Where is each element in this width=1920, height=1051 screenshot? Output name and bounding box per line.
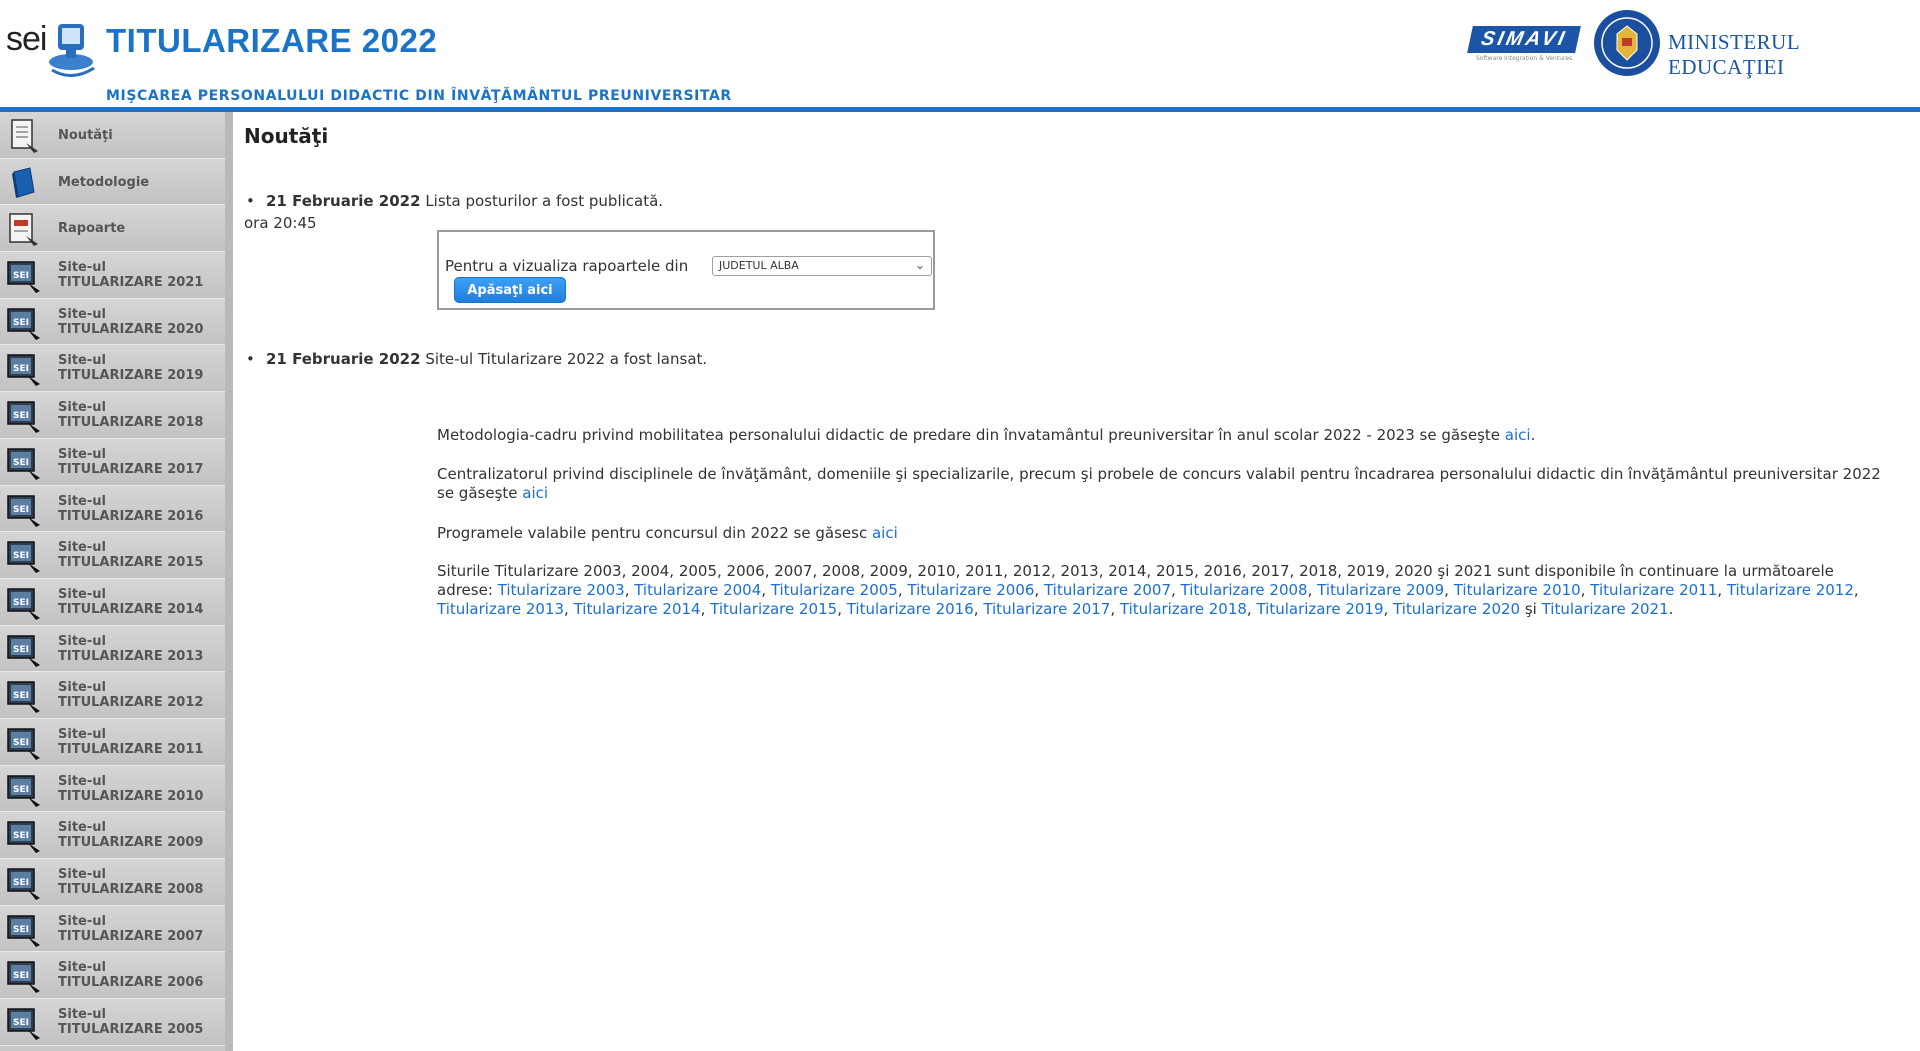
sidebar-item-label-line2: TITULARIZARE 2005 [58,1022,204,1038]
archive-sites-paragraph [437,562,1887,619]
view-reports-button[interactable]: Apăsaţi aici [454,277,566,303]
sidebar-item-label-line1: Site-ul [58,726,106,742]
link-separator: , [1580,581,1591,599]
sidebar-item-label [58,727,203,757]
sidebar-item[interactable] [0,392,225,439]
news-text: Lista posturilor a fost publicată. [425,192,664,210]
news-icon [4,117,44,155]
archive-site-link[interactable]: Titularizare 2014 [573,600,701,618]
sidebar-item-label-line2: TITULARIZARE 2014 [58,601,204,617]
site-header [0,0,1920,110]
sidebar-item-label [58,634,203,664]
sidebar-item[interactable] [0,439,225,486]
site-icon [4,957,44,995]
computer-logo-icon [44,18,102,84]
svg-text:SEI: SEI [13,317,29,328]
paragraph-end: . [1530,426,1536,444]
ministry-name: MINISTERUL EDUCAŢIEI [1668,30,1800,79]
site-icon [4,491,44,529]
link-separator: , [564,600,574,618]
sidebar-item[interactable] [0,345,225,392]
methodology-paragraph [437,426,1887,445]
news-text: Site-ul Titularizare 2022 a fost lansat. [425,350,708,368]
report-selector-label: Pentru a vizualiza rapoartele din [445,257,689,275]
site-icon [4,444,44,482]
sidebar-item-label-line2: TITULARIZARE 2007 [58,928,204,944]
sidebar-nav [0,112,233,1051]
sidebar-item-label-line2: TITULARIZARE 2013 [58,648,204,664]
archive-site-link[interactable]: Titularizare 2011 [1590,581,1718,599]
site-icon [4,584,44,622]
sidebar-item-label [58,587,203,617]
svg-text:SEI: SEI [13,1018,29,1029]
sidebar-item-label-line2: TITULARIZARE 2017 [58,461,204,477]
site-icon [4,817,44,855]
svg-text:SEI: SEI [13,831,29,842]
paragraph-end: . [1668,600,1674,618]
link-separator: , [973,600,984,618]
archive-site-link[interactable]: Titularizare 2008 [1180,581,1308,599]
sidebar-item-label-line1: Site-ul [58,773,106,789]
sei-logo-text: sei [6,20,47,58]
site-icon [4,911,44,949]
link-separator: , [700,600,711,618]
svg-text:SEI: SEI [13,364,29,375]
paragraph-text: Centralizatorul privind disciplinele de învăţământ, domeniile şi specializarile, precum şi probele de concurs valabil pentru încadrarea personalului didactic din învăţământul preuniversitar 2022 se găseşte [437,465,1881,502]
link-separator: , [1307,581,1318,599]
ministry-crest-icon [1594,10,1660,76]
sidebar-item-label-line2: TITULARIZARE 2018 [58,415,204,431]
site-icon [4,397,44,435]
paragraph-text: Siturile Titularizare 2003, 2004, 2005, 2006, 2007, 2008, 2009, 2010, 2011, 2012, 2013, 2014, 2015, 2016, 2017, 2018, 2019, 2020 şi 2021 sunt disponibile în continuare la următoarele adrese: [437,562,1834,599]
svg-text:SEI: SEI [13,457,29,468]
link-separator: , [1246,600,1257,618]
sidebar-item-label-line1: Noutăţi [58,128,113,143]
link-separator: , [624,581,635,599]
svg-text:SEI: SEI [13,597,29,608]
svg-text:SEI: SEI [13,971,29,982]
archive-site-link[interactable]: Titularizare 2007 [1043,581,1171,599]
sidebar-item-label-line2: TITULARIZARE 2019 [58,368,204,384]
sidebar-item-label [58,774,203,804]
sidebar-item[interactable] [0,672,225,719]
methodology-link[interactable]: aici [1504,426,1531,444]
site-icon [4,537,44,575]
news-date: 21 Februarie 2022 [266,350,421,368]
sidebar-item[interactable] [0,112,225,159]
site-icon [4,864,44,902]
sidebar-item-label [58,680,203,710]
bullet: • [246,350,255,368]
site-icon [4,350,44,388]
county-select[interactable] [712,256,932,276]
centralizer-link[interactable]: aici [522,484,549,502]
link-separator: , [1034,581,1044,599]
svg-text:SEI: SEI [13,644,29,655]
header-divider [0,107,1920,112]
programs-link[interactable]: aici [871,524,898,542]
sidebar-item-label-line1: Site-ul [58,353,106,369]
sidebar-item[interactable] [0,205,225,252]
sidebar-item-label [58,447,203,477]
sidebar-item[interactable] [0,999,225,1046]
sidebar-item-label-line1: Rapoarte [58,221,126,237]
sidebar-item-label [58,867,203,897]
simavi-logo [1470,26,1578,60]
simavi-logo-text: SIMAVI [1467,26,1581,53]
sidebar-item-label [58,128,113,143]
sidebar-item-label [58,1007,203,1037]
sidebar-item-label [58,353,203,383]
svg-text:SEI: SEI [13,504,29,515]
svg-text:SEI: SEI [13,924,29,935]
paragraph-text: Metodologia-cadru privind mobilitatea personalului didactic de predare din învatamântul preuniversitar în anul scolar 2022 - 2023 se găseşte [437,426,1505,444]
sidebar-item-label-line1: Site-ul [58,260,106,276]
svg-text:SEI: SEI [13,878,29,888]
news-item [244,350,707,368]
svg-text:SEI: SEI [13,271,29,282]
sidebar-item-label-line1: Site-ul [58,960,106,976]
site-icon [4,1004,44,1042]
sidebar-item-label-line2: TITULARIZARE 2006 [58,975,204,991]
archive-site-link[interactable]: Titularizare 2009 [1317,581,1445,599]
link-separator: , [1171,581,1181,599]
sidebar-item[interactable] [0,299,225,346]
svg-text:SEI: SEI [13,784,29,795]
sidebar-item[interactable] [0,952,225,999]
sidebar-item-label-line2: TITULARIZARE 2016 [58,508,204,524]
site-icon [4,304,44,342]
link-separator: , [1110,600,1120,618]
chevron-down-icon: ⌄ [914,258,925,272]
archive-site-link[interactable]: Titularizare 2013 [437,600,565,618]
link-separator: , [897,581,908,599]
archive-site-link[interactable]: Titularizare 2018 [1119,600,1247,618]
sidebar-item-label-line1: Site-ul [58,680,106,696]
link-separator: , [837,600,847,618]
sidebar-item[interactable] [0,719,225,766]
sidebar-item-label-line1: Metodologie [58,174,150,190]
sidebar-item[interactable] [0,906,225,953]
sidebar-item-label [58,260,203,290]
sidebar-item[interactable] [0,532,225,579]
site-icon [4,771,44,809]
programs-paragraph [437,524,1887,543]
sidebar-item-label-line1: Site-ul [58,493,106,509]
county-select-value: JUDETUL ALBA [719,259,799,272]
sidebar-item[interactable] [0,579,225,626]
archive-site-link[interactable]: Titularizare 2020 [1393,600,1521,618]
sidebar-item-label-line1: Site-ul [58,1007,106,1023]
sidebar-item-label [58,540,203,570]
archive-site-link[interactable]: Titularizare 2005 [770,581,898,599]
sidebar-item-label [58,400,203,430]
svg-text:SEI: SEI [13,551,29,562]
archive-site-link[interactable]: Titularizare 2015 [710,600,838,618]
sidebar-item-label-line1: Site-ul [58,867,106,882]
sidebar-item-label [58,307,203,337]
sidebar-item-label-line1: Site-ul [58,820,106,836]
news-time: ora 20:45 [244,214,317,232]
report-selector-box [437,230,935,310]
centralizer-paragraph [437,465,1887,503]
bullet: • [246,192,255,210]
link-separator: , [1444,581,1454,599]
site-icon [4,631,44,669]
sidebar-item-label [58,820,203,850]
sidebar-item-label-line2: TITULARIZARE 2009 [58,835,204,851]
sidebar-item-label-line2: TITULARIZARE 2011 [58,741,204,757]
archive-site-link[interactable]: Titularizare 2016 [846,600,974,618]
sidebar-item-label-line2: TITULARIZARE 2015 [58,555,204,571]
site-icon [4,724,44,762]
sidebar-item-label-line1: Site-ul [58,540,106,556]
paragraph-and: şi [1520,600,1542,618]
sidebar-item-label-line1: Site-ul [58,586,106,602]
archive-site-link[interactable]: Titularizare 2004 [634,581,762,599]
simavi-tagline: Software Integration & Ventures [1475,55,1573,62]
sidebar-item-label [58,175,149,190]
sidebar-item-label [58,960,203,990]
book-icon [4,164,44,202]
archive-site-link[interactable]: Titularizare 2017 [983,600,1111,618]
sidebar-item-label-line1: Site-ul [58,913,106,929]
sidebar-item-label-line1: Site-ul [58,446,106,462]
news-item [244,192,663,210]
news-date: 21 Februarie 2022 [266,192,421,210]
sidebar-item[interactable] [0,812,225,859]
archive-site-link[interactable]: Titularizare 2021 [1541,600,1669,618]
svg-text:SEI: SEI [13,411,29,422]
sidebar-item-label-line1: Site-ul [58,306,106,322]
sidebar-item[interactable] [0,859,225,906]
sidebar-item-label [58,494,203,524]
svg-text:SEI: SEI [13,691,29,702]
sidebar-item[interactable] [0,766,225,813]
sidebar-item[interactable] [0,486,225,533]
archive-site-link[interactable]: Titularizare 2006 [907,581,1035,599]
main-content [244,124,1904,618]
paragraph-text: Programele valabile pentru concursul din 2022 se găsesc [437,524,872,542]
sidebar-item-label-line2: TITULARIZARE 2010 [58,788,204,804]
archive-site-link[interactable]: Titularizare 2012 [1726,581,1854,599]
sidebar-item-label [58,221,125,236]
link-separator: , [761,581,771,599]
sidebar-item-label-line2: TITULARIZARE 2008 [58,882,204,897]
sidebar-item[interactable] [0,252,225,299]
sidebar-item-label [58,914,203,944]
page-title: Noutăţi [244,124,329,148]
archive-site-link[interactable]: Titularizare 2010 [1453,581,1581,599]
svg-text:SEI: SEI [13,737,29,748]
site-subtitle: MIŞCAREA PERSONALULUI DIDACTIC DIN ÎNVĂŢĂMÂNTUL PREUNIVERSITAR [106,88,732,104]
link-separator: , [1853,581,1859,599]
sidebar-item-label-line2: TITULARIZARE 2021 [58,275,204,291]
archive-site-link[interactable]: Titularizare 2019 [1256,600,1384,618]
sidebar-item[interactable] [0,626,225,673]
site-icon [4,677,44,715]
site-icon [4,257,44,295]
link-separator: , [1383,600,1394,618]
sidebar-item-label-line1: Site-ul [58,400,106,416]
sidebar-item-label-line2: TITULARIZARE 2020 [58,321,204,337]
link-separator: , [1717,581,1727,599]
sidebar-item-label-line2: TITULARIZARE 2012 [58,695,204,711]
sidebar-item[interactable] [0,159,225,206]
archive-site-link[interactable]: Titularizare 2003 [497,581,625,599]
report-icon [4,210,44,248]
sidebar-item-label-line1: Site-ul [58,633,106,649]
site-title: TITULARIZARE 2022 [106,22,438,59]
